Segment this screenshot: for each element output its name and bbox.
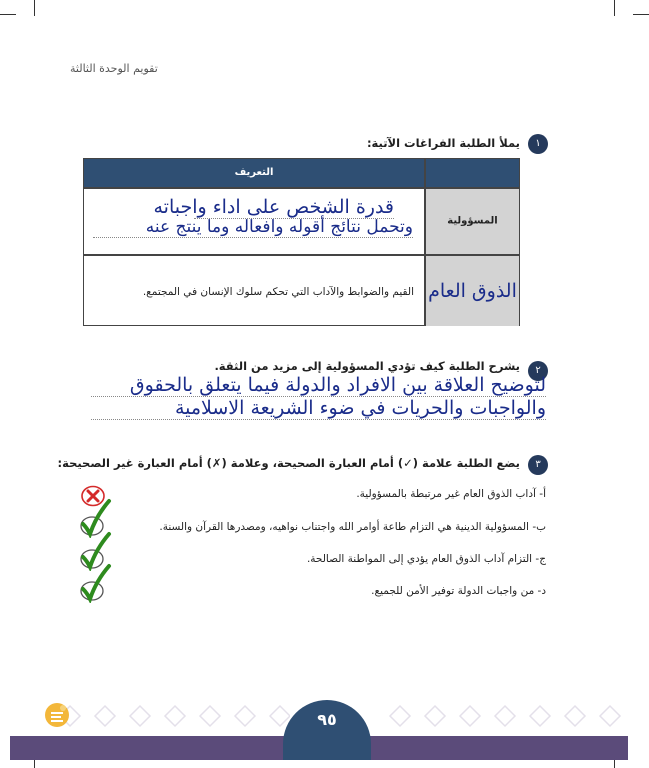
decorative-pattern-right [380,695,630,737]
question-1-prompt: يملأ الطلبة الفراغات الآتية: [366,136,520,150]
term-cell-public-taste [426,256,519,326]
definition-public-taste: القيم والضوابط والآداب التي تحكم سلوك الإنسان في المجتمع. [142,286,414,298]
statement-b: ب- المسؤولية الدينية هي التزام طاعة أوامر الله واجتناب نواهيه، ومصدرها القرآن والسنة. [159,521,546,533]
page-number-tab [283,700,371,760]
handwritten-answer-line-1: لتوضيح العلاقة بين الافراد والدولة فيما يتعلق بالحقوق [91,374,546,397]
crop-mark [0,14,16,15]
unit-header-title: تقويم الوحدة الثالثة [70,62,158,75]
statement-c: ج- التزام آداب الذوق العام يؤدي إلى المواطنة الصالحة. [306,553,546,565]
crop-mark [34,0,35,16]
question-2-prompt: يشرح الطلبة كيف تؤدي المسؤولية إلى مزيد من الثقة. [214,359,520,373]
question-2-number: ٢ [528,361,548,381]
question-3-prompt: يضع الطلبة علامة (✓) أمام العبارة الصحيحة، وعلامة (✗) أمام العبارة غير الصحيحة: [57,456,520,470]
term-cell-responsibility [426,189,519,255]
publisher-logo-icon [43,700,71,730]
crop-mark [633,14,649,15]
question-3-number: ٣ [528,455,548,475]
statement-d: د- من واجبات الدولة توفير الأمن للجميع. [371,585,546,597]
table-header-row [84,159,519,187]
check-mark-icon [78,563,112,603]
handwritten-definition-line-2: وتحمل نتائج أقوله وافعاله وما ينتج عنه [93,217,413,238]
question-1-number: ١ [528,134,548,154]
definitions-table [83,158,520,326]
handwritten-definition-line-1: قدرة الشخص على اداء واجباته [153,196,394,218]
page-number: ٩٥ [317,710,337,729]
decorative-pattern-left [40,695,290,737]
term-label-public-taste: الذوق العام [428,279,517,302]
crop-mark [614,0,615,16]
statement-a: أ- آداب الذوق العام غير مرتبطة بالمسؤولية. [356,488,546,500]
handwritten-answer-line-2: والواجبات والحريات في ضوء الشريعة الاسلامية [91,397,546,420]
table-header-label: التعريف [234,167,274,178]
term-label-responsibility: المسؤولية [447,215,498,227]
